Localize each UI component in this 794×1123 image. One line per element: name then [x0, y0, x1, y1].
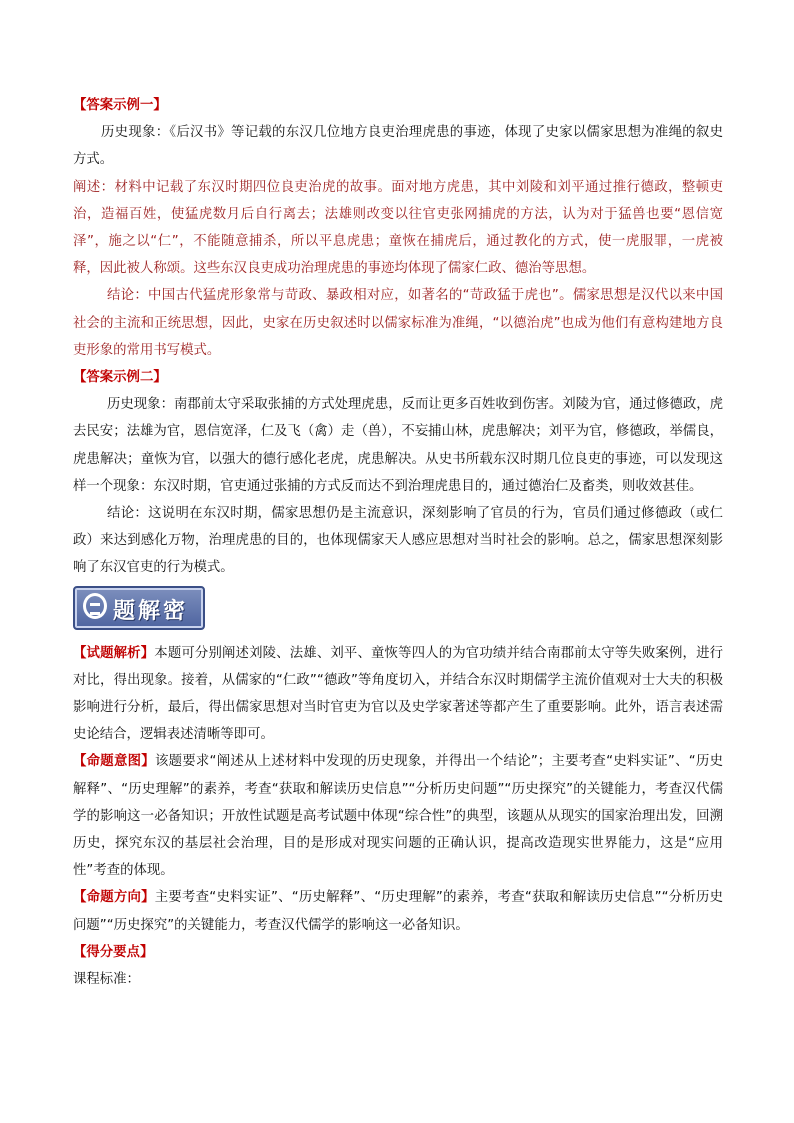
example1-elaboration: 阐述：材料中记载了东汉时期四位良吏治虎的故事。面对地方虎患，其中刘陵和刘平通过推行德政，整顿吏治，造福百姓，使猛虎数月后自行离去；法雄则改变以往官吏张网捕虎的方法，认为对于猛兽也要“恩信宽泽”，施之以“仁”，不能随意捕杀，所以平息虎患；童恢在捕虎后，通过教化的方式，使一虎服罪，一虎被释，因此被人称颂。这些东汉良吏成功治理虎患的事迹均体现了儒家仁政、德治等思想。: [73, 179, 723, 277]
example2-conclusion: 结论：这说明在东汉时期，儒家思想仍是主流意识，深刻影响了官员的行为，官员们通过修德政（或仁政）来达到感化万物，治理虎患的目的，也体现儒家天人感应思想对当时社会的影响。总之，儒家思想深刻影响了东汉官吏的行为模式。: [73, 506, 723, 576]
example1-phenomenon: 历史现象：《后汉书》等记载的东汉几位地方良吏治理虎患的事迹，体现了史家以儒家思想为准绳的叙史方式。: [73, 125, 723, 168]
curriculum-label: 课程标准：: [73, 972, 140, 988]
direction-text: 主要考查“史料实证”、“历史解释”、“历史理解”的素养，考查“获取和解读历史信息”“分析历史问题”“历史探究”的关键能力，考查汉代儒学的影响这一必备知识。: [73, 890, 724, 933]
intent-label: 【命题意图】: [73, 754, 155, 770]
example2-phenomenon: 历史现象：南郡前太守采取张捕的方式处理虎患，反而让更多百姓收到伤害。刘陵为官，通过修德政，虎去民安；法雄为官，恩信宽泽，仁及飞（禽）走（兽），不妄捕山林，虎患解决；刘平为官，修德政，举儒良，虎患解决；童恢为官，以强大的德行感化老虎，虎患解决。从史书所载东汉时期几位良吏的事迹，可以发现这样一个现象：东汉时期，官吏通过张捕的方式反而达不到治理虎患目的，通过德治仁及畜类，则收效甚佳。: [73, 397, 723, 494]
section-banner: [73, 586, 205, 630]
document-page: [73, 92, 723, 993]
example2-heading: 【答案示例二】: [73, 370, 167, 386]
banner-label: 题解密: [113, 598, 189, 624]
curriculum-paragraph: [73, 966, 723, 993]
direction-label: 【命题方向】: [73, 890, 155, 906]
intent-paragraph: [73, 748, 723, 884]
scoring-paragraph: [73, 939, 723, 966]
intent-text: 该题要求“阐述从上述材料中发现的历史现象，并得出一个结论”；主要考查“史料实证”、“历史解释”、“历史理解”的素养，考查“获取和解读历史信息”“分析历史问题”“历史探究”的关键能力，考查汉代儒学的影响这一必备知识；开放性试题是高考试题中体现“综合性”的典型，该题从从现实的国家治理出发，回溯历史，探究东汉的基层社会治理，目的是形成对现实问题的正确认识，提高改造现实世界能力，这是“应用性”考查的体现。: [73, 754, 723, 879]
scoring-label: 【得分要点】: [73, 944, 154, 960]
analysis-label: 【试题解析】: [73, 645, 155, 661]
magnifier-icon: [83, 593, 107, 619]
analysis-paragraph: [73, 640, 723, 749]
example1-conclusion: 结论：中国古代猛虎形象常与苛政、暴政相对应，如著名的“苛政猛于虎也”。儒家思想是汉代以来中国社会的主流和正统思想，因此，史家在历史叙述时以儒家标准为准绳，“以德治虎”也成为他们有意构建地方良吏形象的常用书写模式。: [73, 288, 723, 358]
example1-heading: 【答案示例一】: [73, 98, 167, 113]
analysis-text: 本题可分别阐述刘陵、法雄、刘平、童恢等四人的为官功绩并结合南郡前太守等失败案例，进行对比，得出现象。接着，从儒家的“仁政”“德政”等角度切入，并结合东汉时期儒学主流价值观对士大夫的积极影响进行分析，最后，得出儒家思想对当时官吏为官以及史学家著述等都产生了重要影响。此外，语言表述需史论结合，逻辑表述清晰等即可。: [73, 645, 724, 743]
direction-paragraph: [73, 884, 723, 938]
